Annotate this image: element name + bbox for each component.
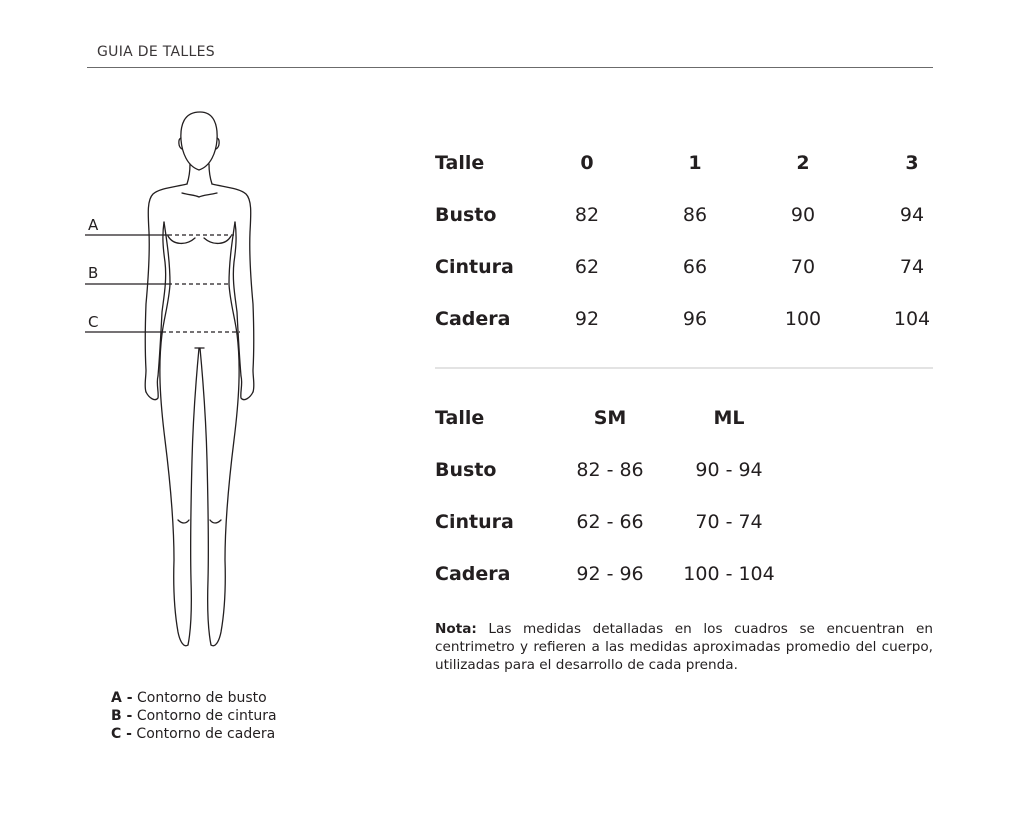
row-label: Cadera (435, 308, 511, 330)
table-cell: 104 (893, 308, 931, 330)
note-label: Nota: (435, 621, 477, 637)
column-header: 2 (796, 152, 810, 174)
column-header: 3 (905, 152, 919, 174)
legend-key: A - (111, 690, 133, 706)
table-cell: 82 (574, 204, 600, 226)
header-label: Talle (435, 152, 485, 174)
row-label: Busto (435, 204, 497, 226)
page-title: GUIA DE TALLES (97, 44, 215, 60)
table-cell: 94 (899, 204, 925, 226)
legend-item (111, 707, 277, 725)
table-cell: 82 - 86 (576, 459, 644, 481)
table-cell: 86 (682, 204, 708, 226)
table-cell: 70 - 74 (695, 511, 763, 533)
measurement-note (435, 620, 933, 674)
row-label: Cintura (435, 511, 514, 533)
table-cell: 62 (574, 256, 600, 278)
header-divider (87, 67, 933, 68)
table-cell: 100 - 104 (683, 563, 775, 585)
table-cell: 62 - 66 (576, 511, 644, 533)
table-cell: 90 (790, 204, 816, 226)
column-header: 1 (688, 152, 702, 174)
body-figure-illustration (80, 100, 280, 660)
legend-text: Contorno de cintura (136, 708, 277, 724)
legend-text: Contorno de busto (136, 690, 267, 706)
table-cell: 90 - 94 (695, 459, 763, 481)
row-label: Cadera (435, 563, 511, 585)
marker-label-c: C (88, 313, 99, 331)
row-label: Busto (435, 459, 497, 481)
legend-item (111, 725, 277, 743)
legend-item (111, 689, 277, 707)
table-cell: 92 (574, 308, 600, 330)
table-divider (435, 367, 933, 369)
note-text: Las medidas detalladas en los cuadros se encuentran en centrimetro y refieren a las medidas aproximadas promedio del cuerpo, utilizadas para el desarrollo de cada prenda. (435, 621, 933, 673)
header-label: Talle (435, 407, 485, 429)
column-header: 0 (580, 152, 594, 174)
table-cell: 100 (784, 308, 822, 330)
table-cell: 74 (899, 256, 925, 278)
marker-label-b: B (88, 264, 99, 282)
table-cell: 66 (682, 256, 708, 278)
column-header: ML (713, 407, 745, 429)
table-cell: 92 - 96 (576, 563, 644, 585)
legend-key: C - (111, 726, 132, 742)
marker-label-a: A (88, 216, 99, 234)
legend-key: B - (111, 708, 133, 724)
table-cell: 70 (790, 256, 816, 278)
legend-text: Contorno de cadera (136, 726, 276, 742)
measurement-legend (111, 689, 277, 743)
table-cell: 96 (682, 308, 708, 330)
column-header: SM (593, 407, 627, 429)
row-label: Cintura (435, 256, 514, 278)
